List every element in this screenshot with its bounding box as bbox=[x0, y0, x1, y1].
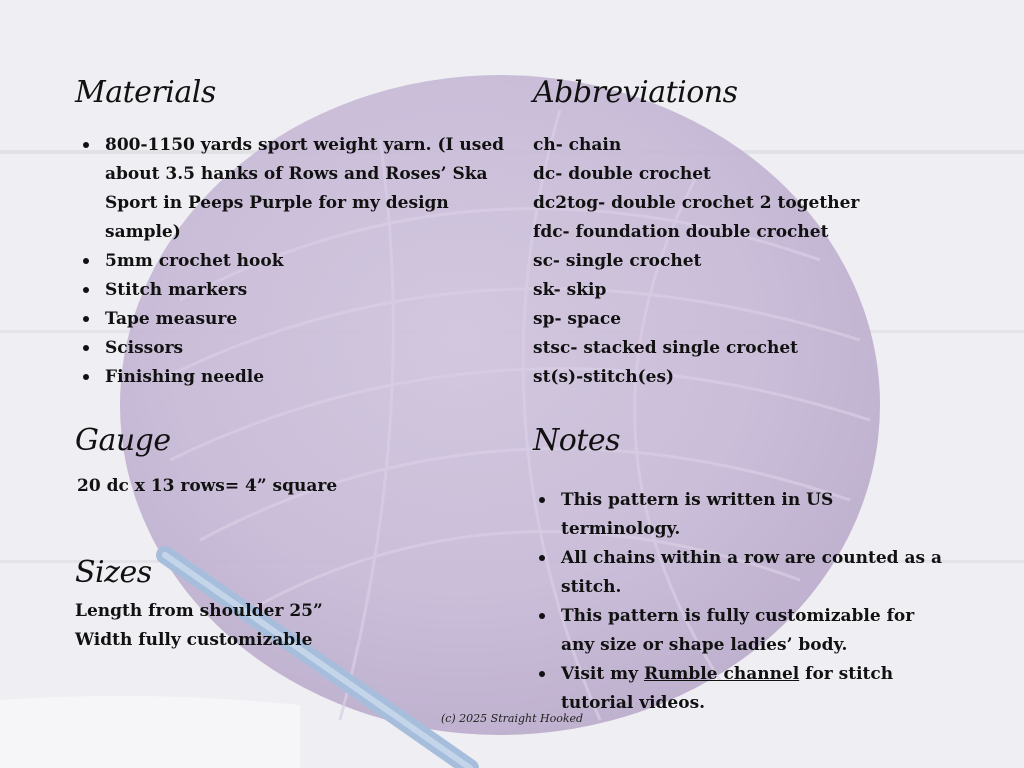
abbreviation-item: dc2tog- double crochet 2 together bbox=[533, 193, 860, 213]
note-text-after: for stitch tutorial videos. bbox=[561, 664, 894, 713]
notes-list bbox=[533, 486, 953, 718]
sizes-line: Length from shoulder 25” bbox=[75, 601, 323, 621]
materials-item: Tape measure bbox=[77, 305, 507, 334]
gauge-text: 20 dc x 13 rows= 4” square bbox=[77, 476, 338, 496]
sizes-heading: Sizes bbox=[75, 555, 152, 590]
abbreviation-item: sp- space bbox=[533, 309, 622, 329]
materials-item: Scissors bbox=[77, 334, 507, 363]
abbreviation-item: fdc- foundation double crochet bbox=[533, 222, 829, 242]
notes-item: All chains within a row are counted as a stitch. bbox=[533, 544, 953, 602]
sizes-line: Width fully customizable bbox=[75, 630, 313, 650]
materials-item: 5mm crochet hook bbox=[77, 247, 507, 276]
materials-heading: Materials bbox=[75, 75, 216, 110]
notes-item: This pattern is fully customizable for any size or shape ladies’ body. bbox=[533, 602, 953, 660]
abbreviation-item: sk- skip bbox=[533, 280, 607, 300]
materials-item: Stitch markers bbox=[77, 276, 507, 305]
abbreviation-item: ch- chain bbox=[533, 135, 622, 155]
materials-item: Finishing needle bbox=[77, 363, 507, 392]
sizes-list bbox=[75, 597, 323, 655]
materials-item: 800-1150 yards sport weight yarn. (I used about 3.5 hanks of Rows and Roses’ Ska Sport in Peeps Purple for my design sample) bbox=[77, 131, 507, 247]
rumble-channel-link[interactable]: Rumble channel bbox=[643, 664, 800, 684]
abbreviation-item: dc- double crochet bbox=[533, 164, 711, 184]
abbreviation-item: sc- single crochet bbox=[533, 251, 702, 271]
abbreviations-heading: Abbreviations bbox=[533, 75, 738, 110]
abbreviations-list bbox=[533, 131, 859, 392]
notes-heading: Notes bbox=[533, 423, 621, 458]
gauge-heading: Gauge bbox=[75, 423, 171, 458]
notes-item: This pattern is written in US terminology. bbox=[533, 486, 953, 544]
footer-copyright: (c) 2025 Straight Hooked bbox=[440, 712, 584, 725]
abbreviation-item: st(s)-stitch(es) bbox=[533, 367, 675, 387]
materials-list bbox=[77, 131, 507, 392]
note-text-before: Visit my bbox=[561, 664, 644, 684]
abbreviation-item: stsc- stacked single crochet bbox=[533, 338, 799, 358]
notes-item bbox=[533, 660, 953, 718]
